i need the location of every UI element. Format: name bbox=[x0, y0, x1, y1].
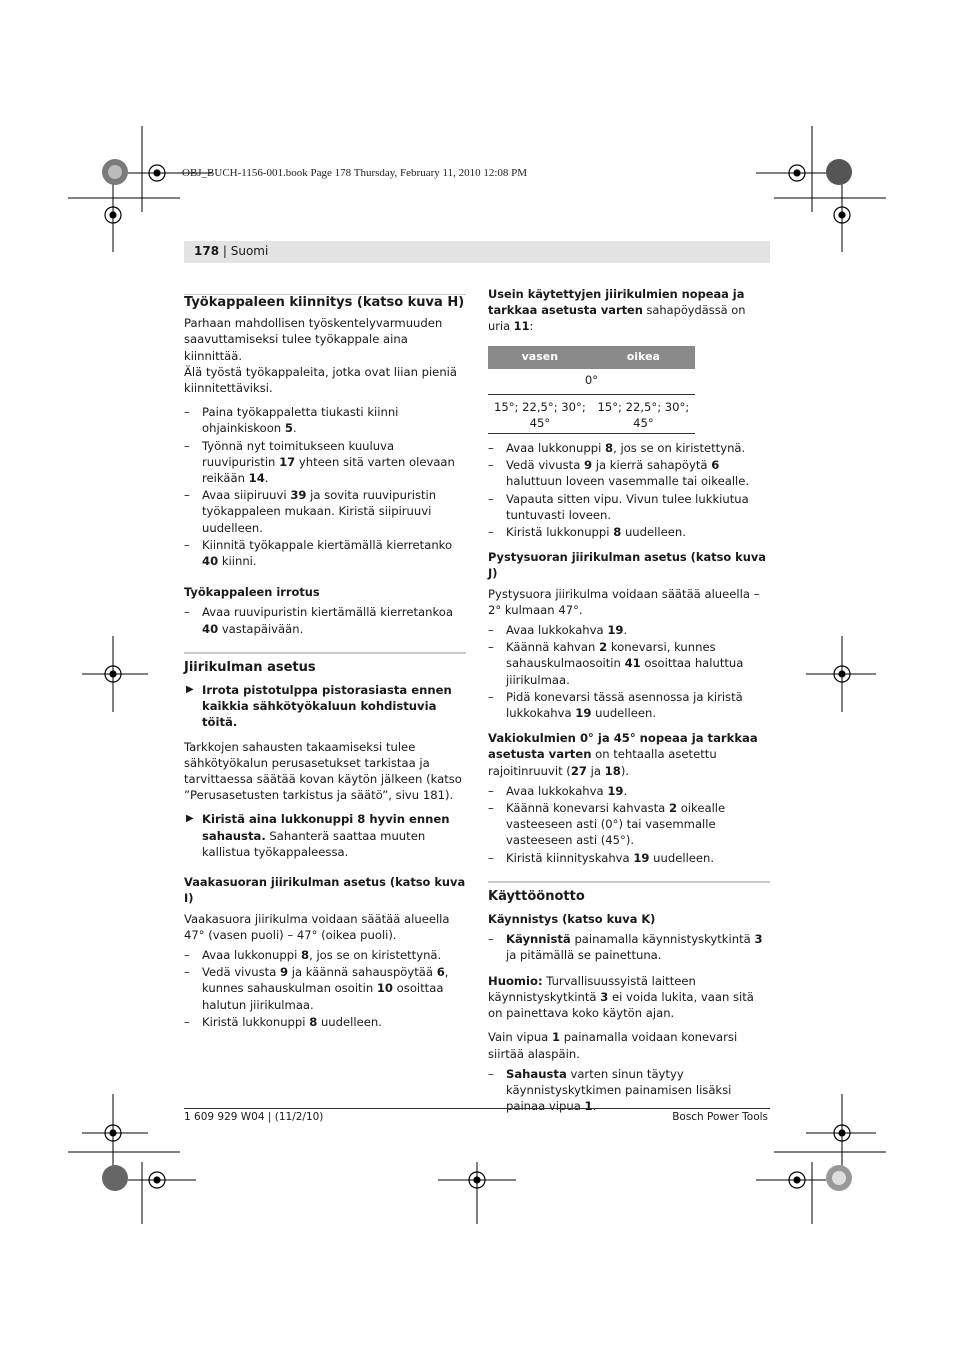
list-item: – Työnnä nyt toimitukseen kuuluva ruuvipuristin 17 yhteen sitä varten olevaan reikään 14. bbox=[184, 438, 466, 487]
warning-triangle-icon: ▶ bbox=[186, 684, 194, 696]
subsection-title-quick-setting: Usein käytettyjen jiirikulmien nopeaa ja tarkkaa asetusta varten sahapöydässä on uria 11: bbox=[488, 287, 746, 333]
list-item: – Avaa lukkonuppi 8, jos se on kiristettynä. bbox=[184, 947, 466, 963]
header-language: Suomi bbox=[230, 244, 269, 258]
list-item: – Avaa ruuvipuristin kiertämällä kierretankoa 40 vastapäivään. bbox=[184, 604, 466, 636]
table-header-left: vasen bbox=[488, 346, 592, 369]
footer-doc-number: 1 609 929 W04 | (11/2/10) bbox=[184, 1111, 324, 1123]
list-item: – Sahausta varten sinun täytyy käynnistyskytkimen painamisen lisäksi painaa vipua 1. bbox=[488, 1066, 770, 1115]
warning-tighten: ▶ Kiristä aina lukkonuppi 8 hyvin ennen sahausta. Sahanterä saattaa muuten kallistua työkappaleessa. bbox=[186, 812, 450, 859]
starting-steps bbox=[488, 931, 770, 963]
table-header-right: oikea bbox=[592, 346, 695, 369]
footer-brand: Bosch Power Tools bbox=[672, 1111, 768, 1123]
subsection-title-horizontal: Vaakasuoran jiirikulman asetus (katso kuva I) bbox=[184, 875, 466, 906]
list-item: – Avaa lukkokahva 19. bbox=[488, 622, 770, 638]
section-title-operation: Käyttöönotto bbox=[488, 881, 770, 905]
list-item: – Avaa lukkonuppi 8, jos se on kiristettynä. bbox=[488, 440, 770, 456]
left-column bbox=[184, 294, 466, 1031]
table-cell: 15°; 22,5°; 30°; 45° bbox=[488, 395, 592, 434]
list-item: – Käännä kahvan 2 konevarsi, kunnes sahauskulmaosoitin 41 osoittaa haluttua jiirikulmaa. bbox=[488, 639, 770, 688]
paragraph: Parhaan mahdollisen työskentelyvarmuuden saavuttamiseksi tulee työkappale aina kiinnittää. bbox=[184, 316, 443, 363]
paragraph: Vain vipua 1 painamalla voidaan konevarsi siirtää alaspäin. bbox=[488, 1030, 738, 1061]
clamping-steps bbox=[184, 404, 466, 569]
list-item: – Vedä vivusta 9 ja kierrä sahapöytä 6 haluttuun loveen vasemmalle tai oikealle. bbox=[488, 457, 770, 489]
list-item: – Käynnistä painamalla käynnistyskytkintä 3 ja pitämällä se painettuna. bbox=[488, 931, 770, 963]
list-item: – Kiinnitä työkappale kiertämällä kierretanko 40 kiinni. bbox=[184, 537, 466, 569]
paragraph: Vaakasuora jiirikulma voidaan säätää alueella 47° (vasen puoli) – 47° (oikea puoli). bbox=[184, 911, 450, 942]
table-cell: 0° bbox=[488, 369, 695, 395]
paragraph: Tarkkojen sahausten takaamiseksi tulee sähkötyökalun perusasetukset tarkistaa ja tarvittaessa säätää kovan käytön jälkeen (katso ”Perusasetusten tarkistus ja säätö”, sivu 181). bbox=[184, 739, 462, 803]
paragraph: Älä työstä työkappaleita, jotka ovat liian pieniä kiinnitettäviksi. bbox=[184, 364, 457, 396]
page-number: 178 bbox=[194, 244, 220, 258]
standard-angle-steps bbox=[488, 783, 770, 866]
warning-triangle-icon: ▶ bbox=[186, 813, 194, 825]
paragraph: Pystysuora jiirikulma voidaan säätää alueella –2° kulmaan 47°. bbox=[488, 586, 760, 617]
section-title-mitre: Jiirikulman asetus bbox=[184, 652, 466, 676]
right-column bbox=[488, 286, 770, 1115]
list-item: – Kiristä lukkonuppi 8 uudelleen. bbox=[184, 1014, 466, 1030]
list-item: – Käännä konevarsi kahvasta 2 oikealle vasteeseen asti (0°) tai vasemmalle vasteeseen asti (45°). bbox=[488, 800, 770, 849]
header-separator: | bbox=[219, 244, 231, 258]
list-item: – Pidä konevarsi tässä asennossa ja kiristä lukkokahva 19 uudelleen. bbox=[488, 689, 770, 721]
paragraph-standard-angles: Vakiokulmien 0° ja 45° nopeaa ja tarkkaa asetusta varten on tehtaalla asetettu rajoitinruuvit (27 ja 18). bbox=[488, 731, 758, 778]
vertical-steps bbox=[488, 622, 770, 721]
list-item: – Avaa lukkokahva 19. bbox=[488, 783, 770, 799]
paragraph-note: Huomio: Turvallisuussyistä laitteen käynnistyskytkintä 3 ei voida lukita, vaan sitä on painettava koko käytön ajan. bbox=[488, 973, 754, 1021]
print-slug: OBJ_BUCH-1156-001.book Page 178 Thursday, February 11, 2010 12:08 PM bbox=[182, 167, 528, 179]
release-steps bbox=[184, 604, 466, 636]
subsection-title-starting: Käynnistys (katso kuva K) bbox=[488, 912, 656, 927]
subsection-title-release: Työkappaleen irrotus bbox=[184, 585, 320, 600]
angle-table bbox=[488, 346, 695, 434]
page-header bbox=[184, 241, 770, 263]
warning-unplug: ▶ Irrota pistotulppa pistorasiasta ennen kaikkia sähkötyökaluun kohdistuvia töitä. bbox=[186, 683, 452, 730]
subsection-title-vertical: Pystysuoran jiirikulman asetus (katso kuva J) bbox=[488, 550, 766, 581]
list-item: – Kiristä lukkonuppi 8 uudelleen. bbox=[488, 524, 770, 540]
quick-setting-steps bbox=[488, 440, 770, 540]
list-item: – Avaa siipiruuvi 39 ja sovita ruuvipuristin työkappaleen mukaan. Kiristä siipiruuvi uudelleen. bbox=[184, 487, 466, 536]
list-item: – Paina työkappaletta tiukasti kiinni ohjainkiskoon 5. bbox=[184, 404, 466, 436]
table-cell: 15°; 22,5°; 30°; 45° bbox=[592, 395, 695, 434]
list-item: – Vapauta sitten vipu. Vivun tulee lukkiutua tuntuvasti loveen. bbox=[488, 491, 770, 523]
list-item: – Kiristä kiinnityskahva 19 uudelleen. bbox=[488, 850, 770, 866]
page-footer bbox=[184, 1108, 770, 1123]
section-title-clamping: Työkappaleen kiinnitys (katso kuva H) bbox=[184, 295, 465, 310]
horizontal-steps bbox=[184, 947, 466, 1030]
list-item: – Vedä vivusta 9 ja käännä sahauspöytää 6, kunnes sahauskulman osoitin 10 osoittaa halutun jiirikulmaa. bbox=[184, 964, 466, 1013]
